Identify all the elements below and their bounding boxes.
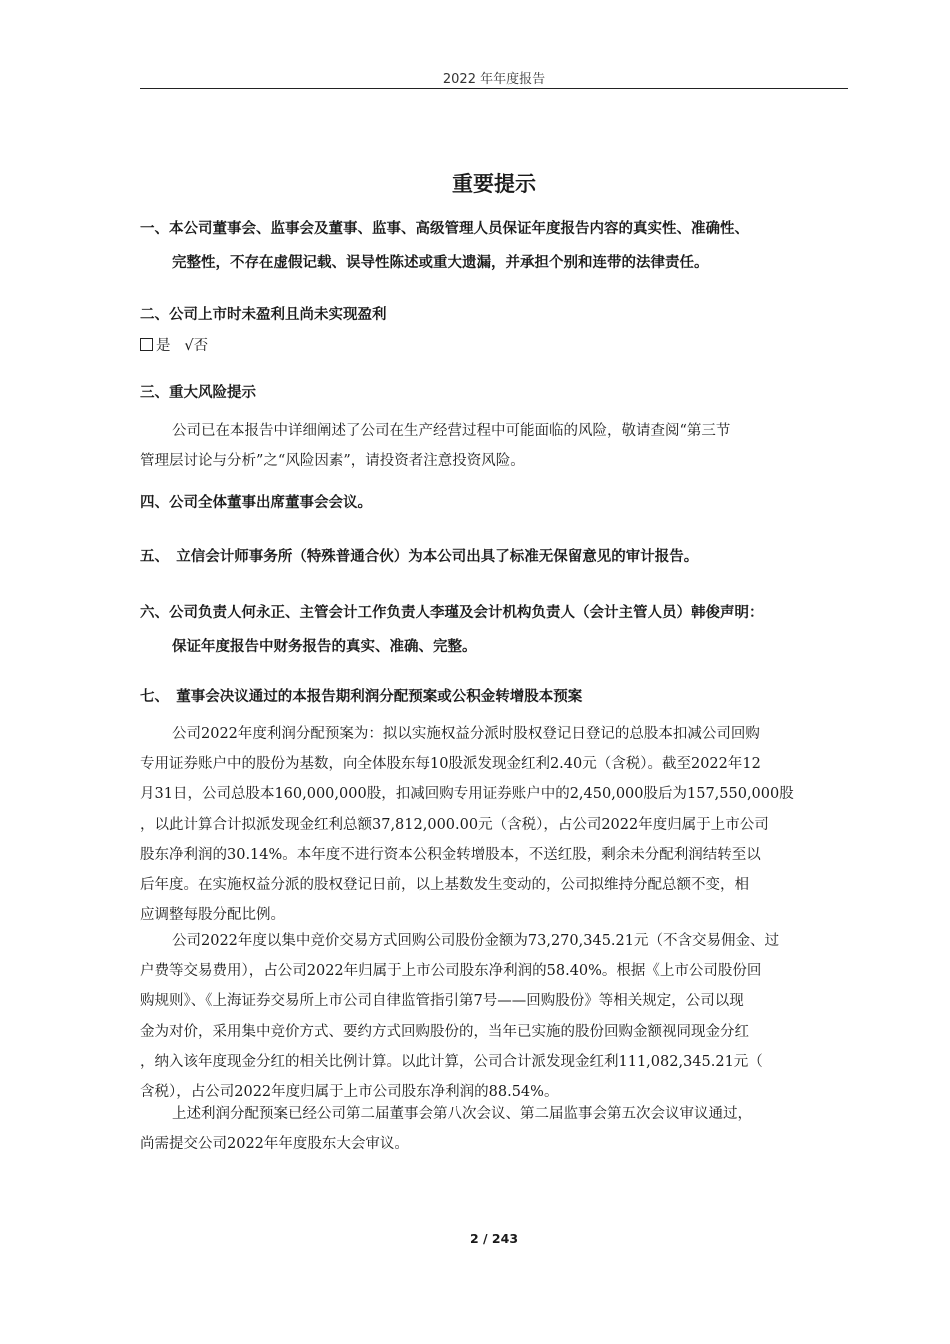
para2-line: 含税），占公司2022年度归属于上市公司股东净利润的88.54%。: [140, 1084, 559, 1101]
section-7-paragraph-3: [140, 1099, 852, 1159]
page-number: 2 / 243: [469, 1231, 519, 1246]
section-7-heading-wrap: [140, 680, 860, 714]
header-rule: [140, 88, 848, 89]
section-5: [140, 540, 860, 574]
para1-line: 月31日，公司总股本160,000,000股，扣减回购专用证券账户中的2,450,000股后为157,550,000股: [140, 786, 794, 803]
section-3: [140, 376, 860, 410]
section-3-line-2: 管理层讨论与分析”之“风险因素”，请投资者注意投资风险。: [140, 453, 525, 470]
para1-line: 专用证券账户中的股份为基数，向全体股东每10股派发现金红利2.40元（含税）。截至2022年12: [140, 756, 761, 773]
section-1-line-2: 完整性，不存在虚假记载、误导性陈述或重大遗漏，并承担个别和连带的法律责任。: [172, 255, 709, 271]
para3-line: 尚需提交公司2022年年度股东大会审议。: [140, 1136, 409, 1153]
para1-line: 公司2022年度利润分配预案为：拟以实施权益分派时股权登记日登记的总股本扣减公司回购: [172, 726, 760, 742]
option-yes-label: 是: [156, 338, 171, 354]
section-4: [140, 486, 860, 520]
para1-line: 股东净利润的30.14%。本年度不进行资本公积金转增股本，不送红股，剩余未分配利润结转至以: [140, 846, 761, 863]
para2-line: ，纳入该年度现金分红的相关比例计算。以此计算，公司合计派发现金红利111,082,345.21元（: [140, 1053, 763, 1070]
para3-line: 上述利润分配预案已经公司第二届董事会第八次会议、第二届监事会第五次会议审议通过，: [172, 1106, 752, 1122]
page-title: 重要提示: [452, 172, 536, 196]
section-3-line-1: 公司已在本报告中详细阐述了公司在生产经营过程中可能面临的风险，敬请查阅“第三节: [172, 423, 731, 439]
section-7-paragraph-1: [140, 719, 852, 930]
para1-line: 应调整每股分配比例。: [140, 907, 285, 924]
section-6-line-2: 保证年度报告中财务报告的真实、准确、完整。: [172, 639, 477, 655]
section-2-heading: 二、公司上市时未盈利且尚未实现盈利: [140, 307, 387, 323]
running-header: 2022 年年度报告: [442, 72, 546, 87]
empty-checkbox-icon: [140, 338, 153, 351]
para2-line: 购规则》、《上海证券交易所上市公司自律监管指引第7号——回购股份》等相关规定，公司以现: [140, 993, 744, 1010]
section-7-heading: 七、 董事会决议通过的本报告期利润分配预案或公积金转增股本预案: [140, 689, 583, 705]
section-6-line-1: 六、公司负责人何永正、主管会计工作负责人李瑾及会计机构负责人（会计主管人员）韩俊声明：: [140, 605, 764, 621]
section-1: [140, 212, 860, 280]
section-2: [140, 298, 860, 363]
section-3-body: [140, 416, 852, 476]
section-6: [140, 596, 860, 664]
para1-line: ，以此计算合计拟派发现金红利总额37,812,000.00元（含税），占公司2022年度归属于上市公司: [140, 816, 769, 833]
section-4-text: 四、公司全体董事出席董事会会议。: [140, 495, 372, 511]
section-5-text: 五、 立信会计师事务所（特殊普通合伙）为本公司出具了标准无保留意见的审计报告。: [140, 549, 699, 565]
section-3-heading: 三、重大风险提示: [140, 385, 256, 401]
check-mark-icon: √: [184, 338, 194, 354]
para1-line: 后年度。在实施权益分派的股权登记日前，以上基数发生变动的，公司拟维持分配总额不变，相: [140, 877, 749, 894]
para2-line: 金为对价，采用集中竞价方式、要约方式回购股份的，当年已实施的股份回购金额视同现金分红: [140, 1023, 749, 1040]
option-no-label: 否: [193, 338, 209, 354]
section-7-paragraph-2: [140, 926, 852, 1107]
para2-line: 户费等交易费用），占公司2022年归属于上市公司股东净利润的58.40%。根据《上市公司股份回: [140, 963, 762, 980]
section-1-line-1: 一、本公司董事会、监事会及董事、监事、高级管理人员保证年度报告内容的真实性、准确性、: [140, 221, 749, 237]
para2-line: 公司2022年度以集中竞价交易方式回购公司股份金额为73,270,345.21元（不含交易佣金、过: [172, 933, 779, 949]
section-2-options: [140, 329, 860, 363]
